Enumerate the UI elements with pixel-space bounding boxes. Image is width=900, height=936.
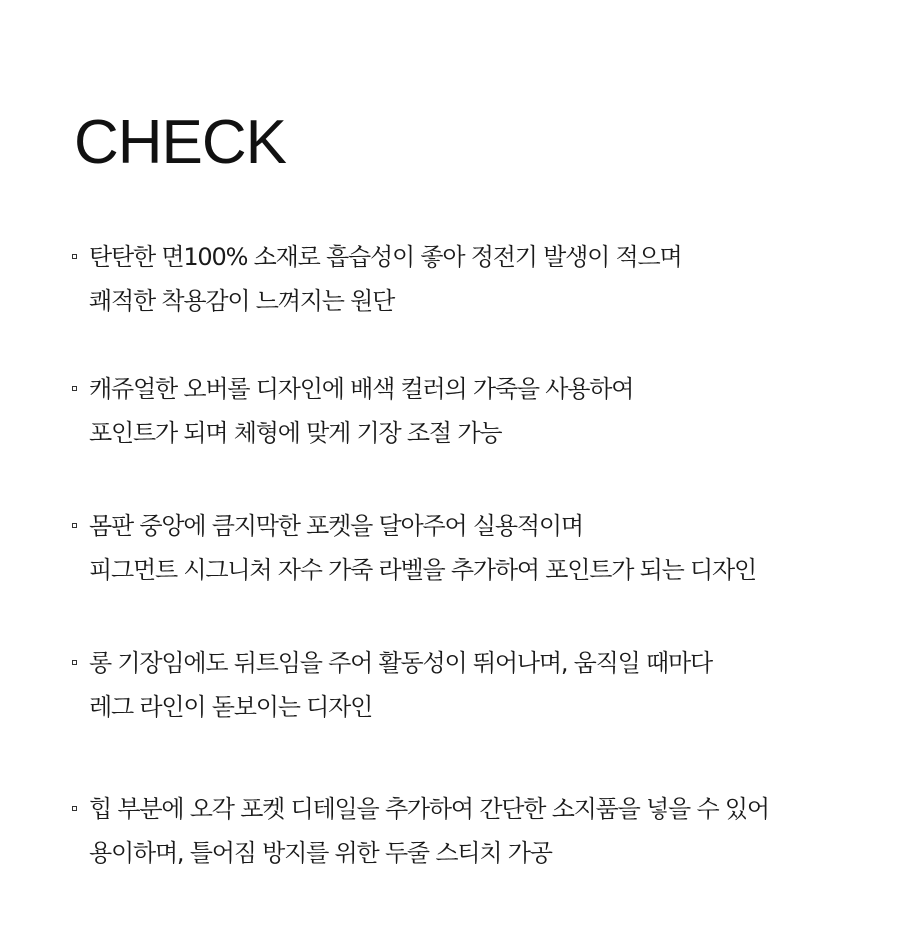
square-bullet-icon bbox=[72, 254, 77, 259]
page-title: CHECK bbox=[74, 108, 287, 177]
item-line-1: 몸판 중앙에 큼지막한 포켓을 달아주어 실용적이며 bbox=[89, 512, 583, 540]
check-item-2 bbox=[72, 374, 872, 455]
item-line-1: 캐쥬얼한 오버롤 디자인에 배색 컬러의 가죽을 사용하여 bbox=[89, 375, 634, 403]
check-item-5 bbox=[72, 794, 872, 875]
item-line-2: 용이하며, 틀어짐 방지를 위한 두줄 스티치 가공 bbox=[89, 839, 552, 867]
check-item-1 bbox=[72, 242, 872, 323]
item-line-1: 롱 기장임에도 뒤트임을 주어 활동성이 뛰어나며, 움직일 때마다 bbox=[89, 649, 713, 677]
check-item-3 bbox=[72, 511, 872, 592]
item-line-1: 힙 부분에 오각 포켓 디테일을 추가하여 간단한 소지품을 넣을 수 있어 bbox=[89, 795, 769, 823]
item-line-2: 쾌적한 착용감이 느껴지는 원단 bbox=[89, 287, 395, 315]
square-bullet-icon bbox=[72, 660, 77, 665]
square-bullet-icon bbox=[72, 386, 77, 391]
item-line-2: 피그먼트 시그니처 자수 가죽 라벨을 추가하여 포인트가 되는 디자인 bbox=[89, 556, 756, 584]
item-line-2: 포인트가 되며 체형에 맞게 기장 조절 가능 bbox=[89, 419, 502, 447]
check-item-4 bbox=[72, 648, 872, 729]
item-line-2: 레그 라인이 돋보이는 디자인 bbox=[89, 693, 373, 721]
square-bullet-icon bbox=[72, 806, 77, 811]
item-line-1: 탄탄한 면100% 소재로 흡습성이 좋아 정전기 발생이 적으며 bbox=[89, 243, 682, 271]
square-bullet-icon bbox=[72, 523, 77, 528]
